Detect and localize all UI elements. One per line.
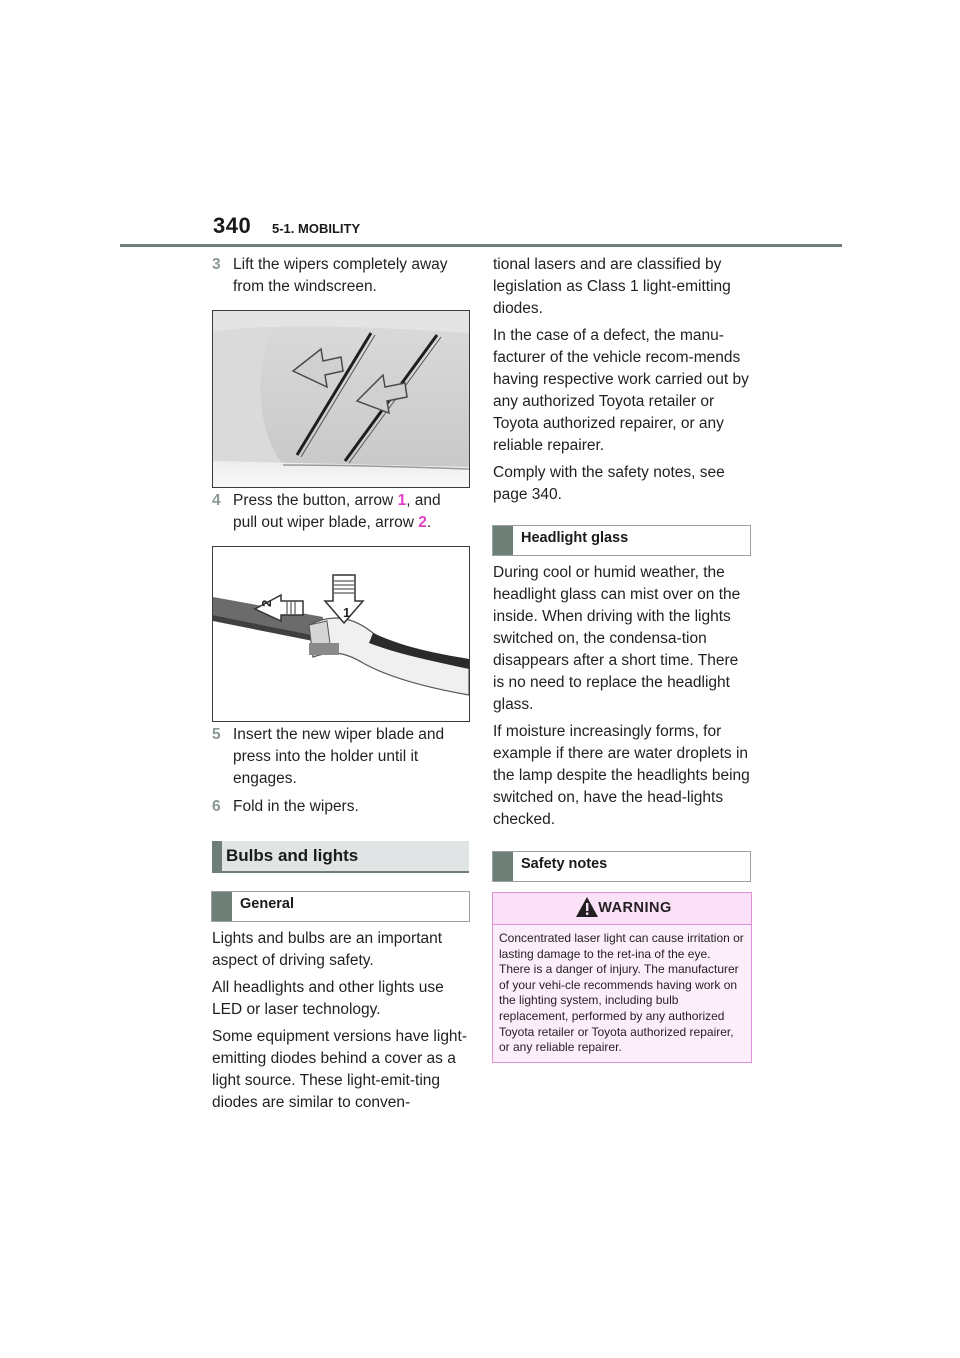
heading-bulbs-and-lights: [212, 841, 469, 873]
steps-5-6: [212, 724, 468, 818]
fig-label-1: 1: [343, 605, 351, 620]
warning-text: Concentrated laser light can cause irritation or lasting damage to the ret-ina of the eye. There is a danger of injury. The manufacturer of your vehi-cle recommends having work on the lighting system, including bulb replacement, performed by any authorized Toyota retailer or Toyota authorized repairer, or any reliable repairer.: [499, 931, 744, 1055]
paragraph: Lights and bulbs are an important aspect of driving safety.: [212, 930, 443, 969]
paragraph: Comply with the safety notes, see page 340.: [493, 464, 725, 503]
wiper-blade-drawing: [213, 547, 469, 721]
warning-header: [493, 893, 751, 925]
subheading-text: Headlight glass: [521, 530, 629, 546]
general-text: [212, 928, 470, 1119]
step-text: Lift the wipers completely away from the windscreen.: [233, 256, 448, 295]
step-number: 4: [212, 492, 221, 509]
step-number: 6: [212, 798, 221, 815]
step-3: [212, 254, 468, 298]
warning-box: [492, 892, 752, 1063]
headlight-glass-text: [493, 562, 751, 836]
warning-title: WARNING: [598, 900, 672, 916]
paragraph: If moisture increasingly forms, for example if there are water droplets in the lamp despite the headlights being switched on, have the head-lights checked.: [493, 723, 750, 828]
step-number: 3: [212, 256, 221, 273]
section-title: 5-1. MOBILITY: [272, 221, 361, 236]
wiper-lift-illustration: [212, 310, 470, 488]
step-text: Insert the new wiper blade and press into the holder until it engages.: [233, 726, 445, 787]
heading-text: Bulbs and lights: [226, 846, 359, 865]
paragraph: Some equipment versions have light-emitting diodes behind a cover as a light source. These light-emit-ting diodes are similar to conven-: [212, 1028, 468, 1111]
step-text: Press the button, arrow 1, and pull out wiper blade, arrow 2.: [233, 492, 441, 531]
page-number: 340: [213, 213, 252, 238]
wiper-lift-drawing: [213, 311, 469, 487]
subheading-general: [211, 891, 470, 922]
subheading-text: General: [240, 896, 294, 912]
paragraph: During cool or humid weather, the headlight glass can mist over on the inside. When driving with the lights switched on, the condensa-tion disappears after a short time. There is no need to replace the headlight glass.: [493, 564, 741, 713]
subheading-safety-notes: [492, 851, 751, 882]
arrow-1-ref: 1: [397, 492, 407, 509]
step-text: Fold in the wipers.: [233, 798, 359, 815]
step-4: [212, 490, 468, 534]
paragraph: All headlights and other lights use LED or laser technology.: [212, 979, 444, 1018]
subheading-headlight-glass: [492, 525, 751, 556]
header-rule: [120, 244, 842, 247]
right-column-text: [493, 254, 751, 511]
step-number: 5: [212, 726, 221, 743]
fig-label-2: 2: [259, 599, 274, 607]
subheading-text: Safety notes: [521, 856, 608, 872]
arrow-2-ref: 2: [418, 514, 427, 531]
paragraph: In the case of a defect, the manu-facturer of the vehicle recom-mends having respective work carried out by any authorized Toyota retailer or Toyota authorized repairer, or any reliable repairer.: [493, 327, 749, 454]
wiper-blade-illustration: [212, 546, 470, 722]
paragraph: tional lasers and are classified by legislation as Class 1 light-emitting diodes.: [493, 256, 731, 317]
